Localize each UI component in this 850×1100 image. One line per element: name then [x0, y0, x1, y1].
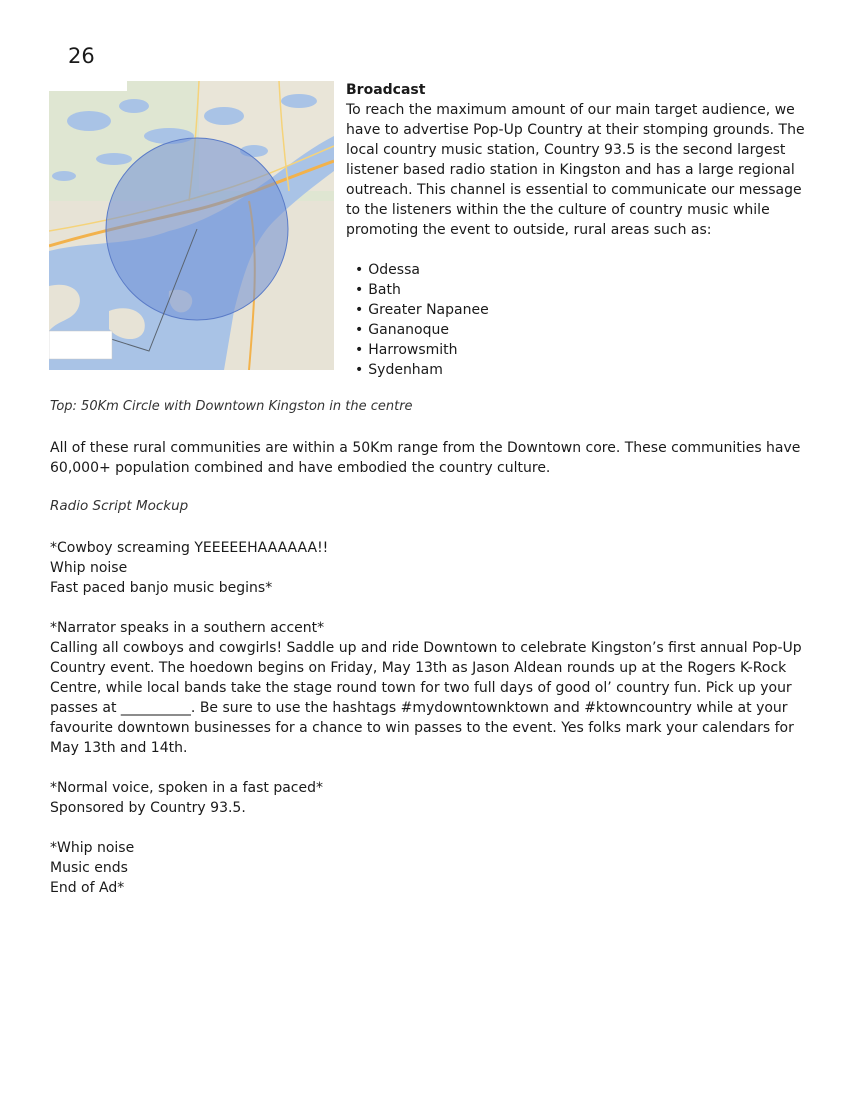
script-line: Whip noise: [50, 560, 128, 576]
broadcast-section: [346, 80, 806, 380]
range-map: [49, 81, 334, 370]
sponsor-line: Sponsored by Country 93.5.: [50, 800, 246, 816]
broadcast-paragraph: To reach the maximum amount of our main target audience, we have to advertise Pop-Up Country at their stomping grounds. The local country music station, Country 93.5 is the second largest listener based radio station in Kingston and has a large regional outreach. This channel is essential to communicate our message to the listeners within the the culture of country music while promoting the event to outside, rural areas such as:: [346, 102, 805, 238]
script-line: Music ends: [50, 860, 128, 876]
page-number: 26: [68, 44, 95, 68]
list-item: • Gananoque: [355, 320, 806, 340]
script-intro: [50, 538, 810, 598]
list-item: • Odessa: [355, 260, 806, 280]
list-item: • Harrowsmith: [355, 340, 806, 360]
script-outro: [50, 838, 810, 898]
rural-areas-list: [346, 260, 806, 380]
script-line: *Whip noise: [50, 840, 135, 856]
script-line: Fast paced banjo music begins*: [50, 580, 273, 596]
map-caption: Top: 50Km Circle with Downtown Kingston in the centre: [50, 399, 413, 414]
narration-text: Calling all cowboys and cowgirls! Saddle up and ride Downtown to celebrate Kingston’s first annual Pop-Up Country event. The hoedown begins on Friday, May 13th as Jason Aldean rounds up at the Rogers K-Rock Centre, while local bands take the stage round town for two full days of good ol’ country fun. Pick up your passes at __________. Be sure to use the hashtags #mydowntownktown and #ktowncountry while at your favourite downtown businesses for a chance to win passes to the event. Yes folks mark your calendars for May 13th and 14th.: [50, 640, 802, 756]
script-line: *Cowboy screaming YEEEEEHAAAAAA!!: [50, 540, 329, 556]
list-item: • Bath: [355, 280, 806, 300]
script-title: Radio Script Mockup: [50, 498, 189, 514]
script-sponsor-block: [50, 778, 810, 818]
normal-voice-cue: *Normal voice, spoken in a fast paced*: [50, 780, 323, 796]
narrator-cue: *Narrator speaks in a southern accent*: [50, 620, 325, 636]
script-narration-block: [50, 618, 810, 758]
broadcast-heading: Broadcast: [346, 82, 426, 98]
script-line: End of Ad*: [50, 880, 125, 896]
list-item: • Greater Napanee: [355, 300, 806, 320]
communities-paragraph: All of these rural communities are within a 50Km range from the Downtown core. These communities have 60,000+ population combined and have embodied the country culture.: [50, 440, 801, 476]
list-item: • Sydenham: [355, 360, 806, 380]
